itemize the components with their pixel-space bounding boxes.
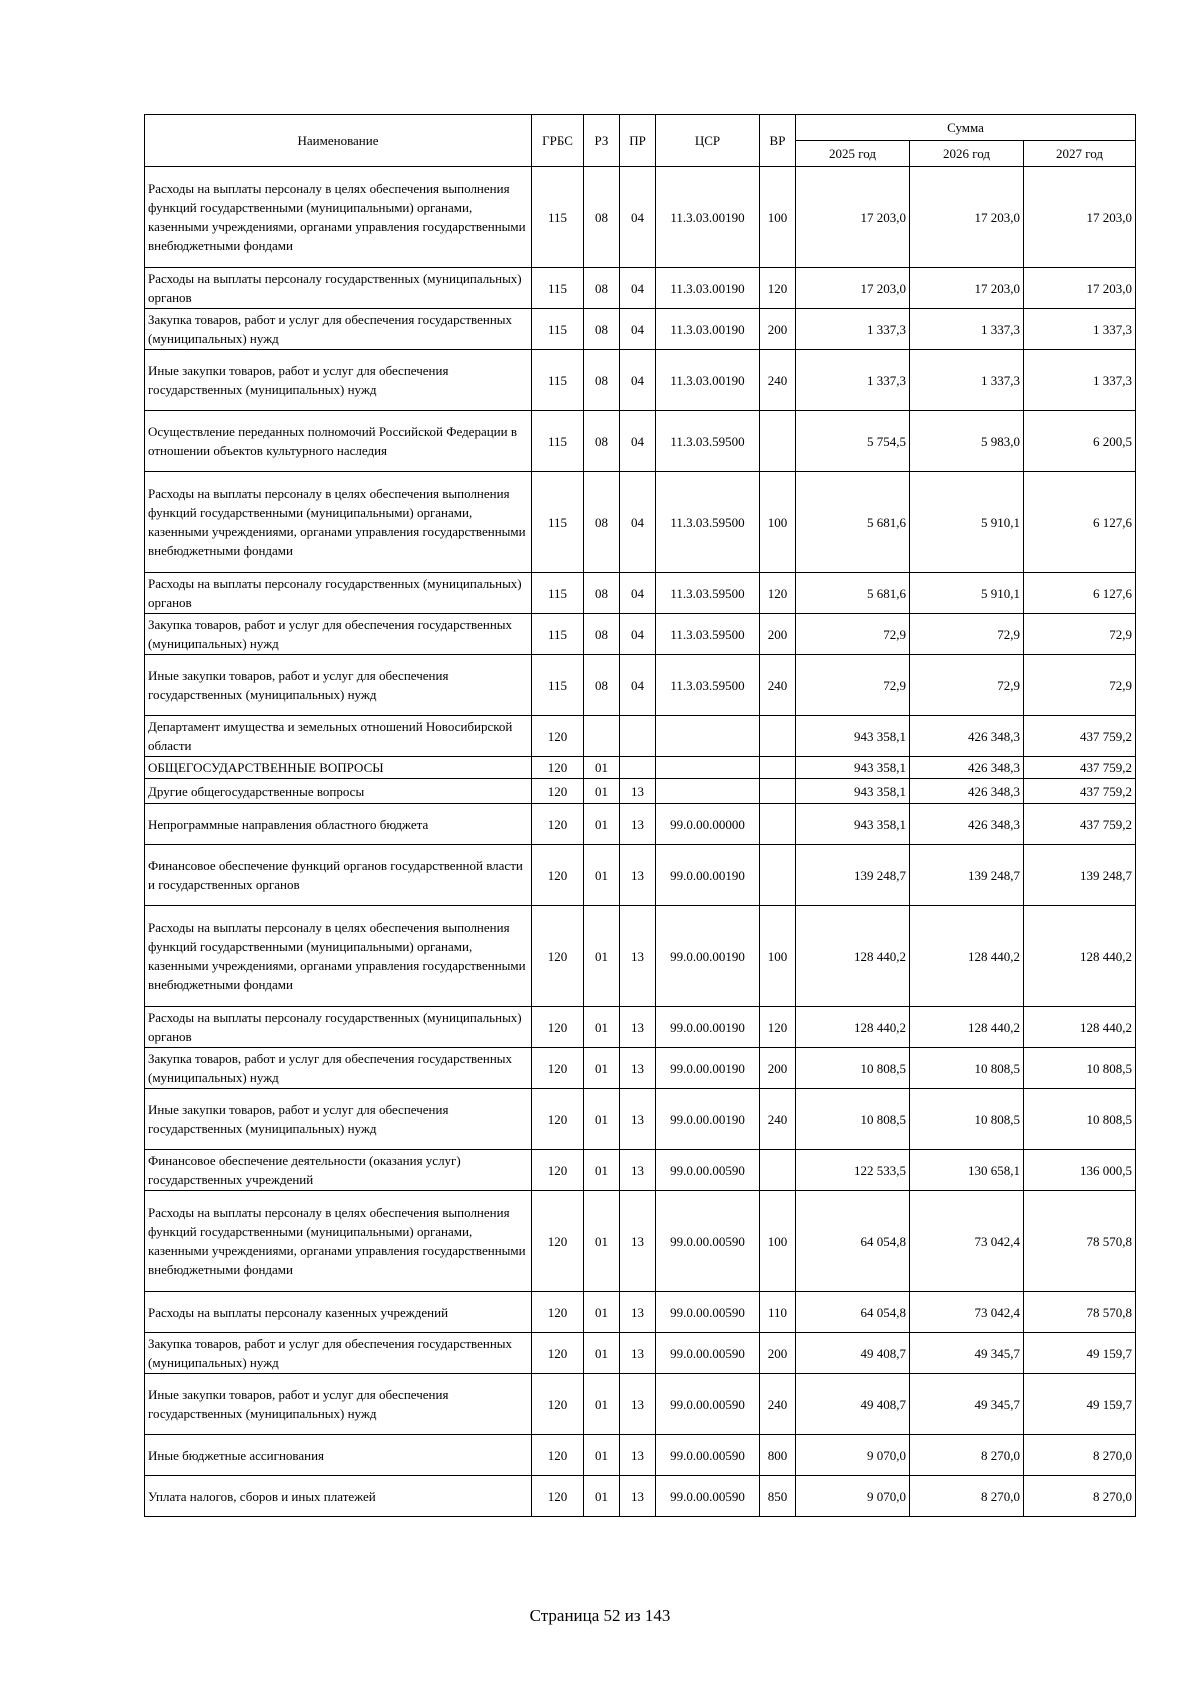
cell-vr: 240 (760, 1089, 796, 1150)
cell-vr: 200 (760, 1048, 796, 1089)
cell-amount-2025: 5 681,6 (796, 472, 910, 573)
cell-amount-2026: 10 808,5 (910, 1089, 1024, 1150)
cell-amount-2026: 8 270,0 (910, 1435, 1024, 1476)
cell-grbs: 120 (532, 716, 584, 757)
cell-grbs: 115 (532, 350, 584, 411)
cell-pr: 13 (620, 1292, 656, 1333)
cell-name: Закупка товаров, работ и услуг для обеспечения государственных (муниципальных) нужд (145, 1048, 532, 1089)
cell-amount-2026: 5 910,1 (910, 472, 1024, 573)
table-row (145, 845, 1136, 906)
cell-grbs: 115 (532, 655, 584, 716)
cell-rz: 08 (584, 268, 620, 309)
cell-amount-2026: 72,9 (910, 655, 1024, 716)
cell-amount-2026: 139 248,7 (910, 845, 1024, 906)
cell-rz: 01 (584, 906, 620, 1007)
cell-pr: 04 (620, 268, 656, 309)
cell-pr: 13 (620, 1476, 656, 1517)
cell-grbs: 115 (532, 268, 584, 309)
cell-rz: 08 (584, 411, 620, 472)
cell-csr: 99.0.00.00190 (656, 845, 760, 906)
cell-csr: 11.3.03.59500 (656, 655, 760, 716)
cell-name: Расходы на выплаты персоналу государственных (муниципальных) органов (145, 1007, 532, 1048)
cell-pr: 04 (620, 472, 656, 573)
table-row (145, 268, 1136, 309)
table-row (145, 1292, 1136, 1333)
cell-grbs: 120 (532, 804, 584, 845)
cell-amount-2025: 72,9 (796, 655, 910, 716)
cell-amount-2025: 1 337,3 (796, 350, 910, 411)
cell-amount-2025: 5 681,6 (796, 573, 910, 614)
cell-amount-2027: 72,9 (1024, 614, 1136, 655)
cell-pr: 13 (620, 804, 656, 845)
cell-amount-2026: 73 042,4 (910, 1292, 1024, 1333)
cell-grbs: 120 (532, 1476, 584, 1517)
cell-amount-2027: 128 440,2 (1024, 906, 1136, 1007)
cell-grbs: 120 (532, 757, 584, 779)
table-row (145, 1476, 1136, 1517)
cell-rz: 08 (584, 614, 620, 655)
table-row (145, 573, 1136, 614)
table-row (145, 1435, 1136, 1476)
table-row (145, 1007, 1136, 1048)
cell-csr: 99.0.00.00590 (656, 1292, 760, 1333)
cell-vr: 200 (760, 1333, 796, 1374)
cell-amount-2027: 437 759,2 (1024, 716, 1136, 757)
header-name: Наименование (145, 115, 532, 167)
cell-name: Закупка товаров, работ и услуг для обеспечения государственных (муниципальных) нужд (145, 614, 532, 655)
cell-name: Иные закупки товаров, работ и услуг для обеспечения государственных (муниципальных) нужд (145, 1089, 532, 1150)
header-rz: РЗ (584, 115, 620, 167)
cell-vr (760, 716, 796, 757)
cell-amount-2026: 1 337,3 (910, 309, 1024, 350)
cell-amount-2025: 1 337,3 (796, 309, 910, 350)
cell-amount-2025: 64 054,8 (796, 1292, 910, 1333)
cell-grbs: 120 (532, 779, 584, 804)
cell-amount-2025: 49 408,7 (796, 1374, 910, 1435)
cell-name: Уплата налогов, сборов и иных платежей (145, 1476, 532, 1517)
table-row (145, 167, 1136, 268)
cell-name: Иные закупки товаров, работ и услуг для обеспечения государственных (муниципальных) нужд (145, 1374, 532, 1435)
cell-name: Расходы на выплаты персоналу в целях обеспечения выполнения функций государственными (муниципальными) органами, казенными учреждениями, органами управления государственными внебюджетными фондами (145, 1191, 532, 1292)
cell-csr (656, 716, 760, 757)
cell-csr: 11.3.03.59500 (656, 472, 760, 573)
cell-vr: 120 (760, 1007, 796, 1048)
cell-amount-2025: 64 054,8 (796, 1191, 910, 1292)
header-year-2025: 2025 год (796, 141, 910, 167)
cell-pr: 13 (620, 1150, 656, 1191)
cell-rz: 08 (584, 309, 620, 350)
cell-grbs: 115 (532, 614, 584, 655)
cell-grbs: 120 (532, 1048, 584, 1089)
cell-vr: 240 (760, 655, 796, 716)
cell-amount-2025: 943 358,1 (796, 779, 910, 804)
cell-amount-2025: 9 070,0 (796, 1476, 910, 1517)
cell-rz: 01 (584, 1292, 620, 1333)
cell-vr: 200 (760, 614, 796, 655)
header-year-2027: 2027 год (1024, 141, 1136, 167)
cell-name: Департамент имущества и земельных отношений Новосибирской области (145, 716, 532, 757)
cell-vr (760, 804, 796, 845)
cell-pr (620, 716, 656, 757)
table-row (145, 1150, 1136, 1191)
table-row (145, 472, 1136, 573)
cell-pr: 04 (620, 167, 656, 268)
cell-amount-2026: 426 348,3 (910, 804, 1024, 845)
cell-amount-2026: 426 348,3 (910, 757, 1024, 779)
cell-name: Иные закупки товаров, работ и услуг для обеспечения государственных (муниципальных) нужд (145, 350, 532, 411)
cell-pr: 13 (620, 1007, 656, 1048)
cell-csr: 99.0.00.00000 (656, 804, 760, 845)
cell-amount-2027: 10 808,5 (1024, 1089, 1136, 1150)
cell-vr: 100 (760, 167, 796, 268)
cell-pr: 04 (620, 614, 656, 655)
cell-amount-2026: 8 270,0 (910, 1476, 1024, 1517)
cell-grbs: 120 (532, 1333, 584, 1374)
cell-amount-2026: 130 658,1 (910, 1150, 1024, 1191)
cell-vr: 100 (760, 1191, 796, 1292)
cell-name: ОБЩЕГОСУДАРСТВЕННЫЕ ВОПРОСЫ (145, 757, 532, 779)
header-grbs: ГРБС (532, 115, 584, 167)
cell-csr: 99.0.00.00590 (656, 1435, 760, 1476)
cell-name: Осуществление переданных полномочий Российской Федерации в отношении объектов культурного наследия (145, 411, 532, 472)
cell-name: Расходы на выплаты персоналу в целях обеспечения выполнения функций государственными (муниципальными) органами, казенными учреждениями, органами управления государственными внебюджетными фондами (145, 167, 532, 268)
cell-csr (656, 757, 760, 779)
cell-amount-2027: 6 127,6 (1024, 573, 1136, 614)
table-header (145, 115, 1136, 167)
cell-vr (760, 845, 796, 906)
table-row (145, 1333, 1136, 1374)
cell-vr: 800 (760, 1435, 796, 1476)
cell-name: Закупка товаров, работ и услуг для обеспечения государственных (муниципальных) нужд (145, 309, 532, 350)
cell-amount-2026: 10 808,5 (910, 1048, 1024, 1089)
cell-name: Иные закупки товаров, работ и услуг для обеспечения государственных (муниципальных) нужд (145, 655, 532, 716)
table-body (145, 167, 1136, 1517)
cell-csr: 11.3.03.00190 (656, 350, 760, 411)
cell-grbs: 120 (532, 1089, 584, 1150)
cell-amount-2026: 49 345,7 (910, 1374, 1024, 1435)
cell-rz: 08 (584, 350, 620, 411)
cell-pr: 13 (620, 1048, 656, 1089)
table-row (145, 411, 1136, 472)
cell-csr: 99.0.00.00190 (656, 1089, 760, 1150)
cell-grbs: 120 (532, 906, 584, 1007)
cell-amount-2025: 122 533,5 (796, 1150, 910, 1191)
cell-vr: 110 (760, 1292, 796, 1333)
cell-pr: 04 (620, 573, 656, 614)
table-row (145, 309, 1136, 350)
cell-vr: 200 (760, 309, 796, 350)
cell-name: Расходы на выплаты персоналу казенных учреждений (145, 1292, 532, 1333)
cell-amount-2027: 437 759,2 (1024, 757, 1136, 779)
table-row (145, 1048, 1136, 1089)
cell-pr (620, 757, 656, 779)
cell-grbs: 120 (532, 1007, 584, 1048)
header-pr: ПР (620, 115, 656, 167)
cell-amount-2025: 943 358,1 (796, 716, 910, 757)
cell-grbs: 120 (532, 1191, 584, 1292)
cell-pr: 04 (620, 309, 656, 350)
cell-amount-2027: 49 159,7 (1024, 1374, 1136, 1435)
cell-pr: 04 (620, 411, 656, 472)
table-row (145, 655, 1136, 716)
cell-amount-2026: 49 345,7 (910, 1333, 1024, 1374)
cell-csr: 11.3.03.59500 (656, 573, 760, 614)
cell-amount-2025: 9 070,0 (796, 1435, 910, 1476)
cell-amount-2026: 128 440,2 (910, 1007, 1024, 1048)
cell-amount-2025: 943 358,1 (796, 804, 910, 845)
cell-name: Расходы на выплаты персоналу в целях обеспечения выполнения функций государственными (муниципальными) органами, казенными учреждениями, органами управления государственными внебюджетными фондами (145, 472, 532, 573)
cell-vr: 850 (760, 1476, 796, 1517)
cell-amount-2026: 426 348,3 (910, 779, 1024, 804)
cell-rz: 08 (584, 655, 620, 716)
cell-csr: 99.0.00.00590 (656, 1476, 760, 1517)
cell-name: Иные бюджетные ассигнования (145, 1435, 532, 1476)
header-csr: ЦСР (656, 115, 760, 167)
cell-pr: 13 (620, 779, 656, 804)
cell-csr: 11.3.03.00190 (656, 167, 760, 268)
header-vr: ВР (760, 115, 796, 167)
cell-amount-2025: 72,9 (796, 614, 910, 655)
cell-grbs: 120 (532, 1292, 584, 1333)
cell-csr: 11.3.03.59500 (656, 411, 760, 472)
cell-name: Непрограммные направления областного бюджета (145, 804, 532, 845)
cell-rz: 01 (584, 1476, 620, 1517)
cell-csr: 99.0.00.00190 (656, 1007, 760, 1048)
cell-amount-2027: 1 337,3 (1024, 350, 1136, 411)
cell-name: Финансовое обеспечение функций органов государственной власти и государственных органов (145, 845, 532, 906)
cell-vr: 100 (760, 472, 796, 573)
cell-pr: 13 (620, 1089, 656, 1150)
table-row (145, 1089, 1136, 1150)
cell-amount-2025: 17 203,0 (796, 268, 910, 309)
cell-amount-2026: 17 203,0 (910, 167, 1024, 268)
cell-amount-2027: 437 759,2 (1024, 779, 1136, 804)
cell-amount-2026: 426 348,3 (910, 716, 1024, 757)
cell-vr (760, 411, 796, 472)
cell-rz: 08 (584, 167, 620, 268)
cell-rz: 01 (584, 1007, 620, 1048)
cell-amount-2027: 8 270,0 (1024, 1435, 1136, 1476)
cell-name: Финансовое обеспечение деятельности (оказания услуг) государственных учреждений (145, 1150, 532, 1191)
cell-amount-2027: 17 203,0 (1024, 268, 1136, 309)
cell-amount-2025: 128 440,2 (796, 906, 910, 1007)
budget-table (144, 114, 1136, 1517)
page-number: Страница 52 из 143 (529, 1606, 671, 1625)
table-row (145, 1191, 1136, 1292)
cell-name: Расходы на выплаты персоналу государственных (муниципальных) органов (145, 573, 532, 614)
cell-grbs: 120 (532, 1374, 584, 1435)
cell-name: Расходы на выплаты персоналу в целях обеспечения выполнения функций государственными (муниципальными) органами, казенными учреждениями, органами управления государственными внебюджетными фондами (145, 906, 532, 1007)
cell-amount-2025: 139 248,7 (796, 845, 910, 906)
cell-name: Другие общегосударственные вопросы (145, 779, 532, 804)
table-row (145, 906, 1136, 1007)
cell-amount-2026: 73 042,4 (910, 1191, 1024, 1292)
cell-amount-2025: 943 358,1 (796, 757, 910, 779)
cell-amount-2027: 78 570,8 (1024, 1292, 1136, 1333)
cell-rz: 01 (584, 1191, 620, 1292)
cell-pr: 04 (620, 655, 656, 716)
table-row (145, 614, 1136, 655)
cell-amount-2025: 5 754,5 (796, 411, 910, 472)
cell-amount-2025: 128 440,2 (796, 1007, 910, 1048)
table-row (145, 716, 1136, 757)
cell-grbs: 115 (532, 573, 584, 614)
cell-csr: 99.0.00.00590 (656, 1333, 760, 1374)
cell-grbs: 120 (532, 1150, 584, 1191)
cell-amount-2027: 128 440,2 (1024, 1007, 1136, 1048)
cell-pr: 13 (620, 845, 656, 906)
cell-amount-2025: 10 808,5 (796, 1089, 910, 1150)
cell-amount-2027: 136 000,5 (1024, 1150, 1136, 1191)
cell-grbs: 115 (532, 472, 584, 573)
cell-pr: 13 (620, 1374, 656, 1435)
cell-pr: 13 (620, 906, 656, 1007)
cell-name: Расходы на выплаты персоналу государственных (муниципальных) органов (145, 268, 532, 309)
cell-rz: 01 (584, 779, 620, 804)
cell-vr (760, 779, 796, 804)
cell-amount-2027: 49 159,7 (1024, 1333, 1136, 1374)
cell-rz: 08 (584, 573, 620, 614)
cell-rz: 01 (584, 1333, 620, 1374)
cell-csr (656, 779, 760, 804)
cell-vr (760, 757, 796, 779)
cell-csr: 99.0.00.00590 (656, 1374, 760, 1435)
cell-csr: 11.3.03.00190 (656, 268, 760, 309)
cell-amount-2027: 78 570,8 (1024, 1191, 1136, 1292)
cell-grbs: 115 (532, 309, 584, 350)
cell-amount-2026: 128 440,2 (910, 906, 1024, 1007)
cell-vr: 100 (760, 906, 796, 1007)
cell-amount-2027: 6 200,5 (1024, 411, 1136, 472)
cell-amount-2027: 10 808,5 (1024, 1048, 1136, 1089)
cell-amount-2027: 72,9 (1024, 655, 1136, 716)
cell-rz: 01 (584, 757, 620, 779)
cell-rz (584, 716, 620, 757)
table-row (145, 350, 1136, 411)
cell-vr: 120 (760, 268, 796, 309)
cell-amount-2026: 72,9 (910, 614, 1024, 655)
cell-rz: 01 (584, 1048, 620, 1089)
cell-rz: 01 (584, 1150, 620, 1191)
cell-vr: 240 (760, 350, 796, 411)
cell-vr (760, 1150, 796, 1191)
table-row (145, 804, 1136, 845)
cell-amount-2026: 5 983,0 (910, 411, 1024, 472)
header-year-2026: 2026 год (910, 141, 1024, 167)
cell-amount-2026: 5 910,1 (910, 573, 1024, 614)
cell-amount-2025: 49 408,7 (796, 1333, 910, 1374)
cell-csr: 99.0.00.00590 (656, 1150, 760, 1191)
cell-amount-2027: 6 127,6 (1024, 472, 1136, 573)
cell-csr: 99.0.00.00190 (656, 906, 760, 1007)
table-row (145, 779, 1136, 804)
cell-rz: 01 (584, 1374, 620, 1435)
cell-vr: 120 (760, 573, 796, 614)
cell-grbs: 120 (532, 1435, 584, 1476)
cell-amount-2026: 17 203,0 (910, 268, 1024, 309)
cell-grbs: 115 (532, 411, 584, 472)
cell-rz: 01 (584, 845, 620, 906)
cell-name: Закупка товаров, работ и услуг для обеспечения государственных (муниципальных) нужд (145, 1333, 532, 1374)
cell-grbs: 115 (532, 167, 584, 268)
cell-amount-2025: 17 203,0 (796, 167, 910, 268)
table-row (145, 1374, 1136, 1435)
cell-amount-2026: 1 337,3 (910, 350, 1024, 411)
cell-amount-2027: 1 337,3 (1024, 309, 1136, 350)
cell-amount-2027: 437 759,2 (1024, 804, 1136, 845)
cell-rz: 08 (584, 472, 620, 573)
cell-rz: 01 (584, 804, 620, 845)
cell-rz: 01 (584, 1435, 620, 1476)
cell-amount-2025: 10 808,5 (796, 1048, 910, 1089)
cell-csr: 99.0.00.00190 (656, 1048, 760, 1089)
cell-pr: 13 (620, 1435, 656, 1476)
cell-pr: 04 (620, 350, 656, 411)
cell-amount-2027: 17 203,0 (1024, 167, 1136, 268)
cell-grbs: 120 (532, 845, 584, 906)
cell-amount-2027: 139 248,7 (1024, 845, 1136, 906)
cell-vr: 240 (760, 1374, 796, 1435)
cell-rz: 01 (584, 1089, 620, 1150)
cell-amount-2027: 8 270,0 (1024, 1476, 1136, 1517)
cell-csr: 11.3.03.59500 (656, 614, 760, 655)
cell-pr: 13 (620, 1191, 656, 1292)
table-row (145, 757, 1136, 779)
header-sum: Сумма (796, 115, 1136, 141)
cell-csr: 99.0.00.00590 (656, 1191, 760, 1292)
cell-pr: 13 (620, 1333, 656, 1374)
cell-csr: 11.3.03.00190 (656, 309, 760, 350)
